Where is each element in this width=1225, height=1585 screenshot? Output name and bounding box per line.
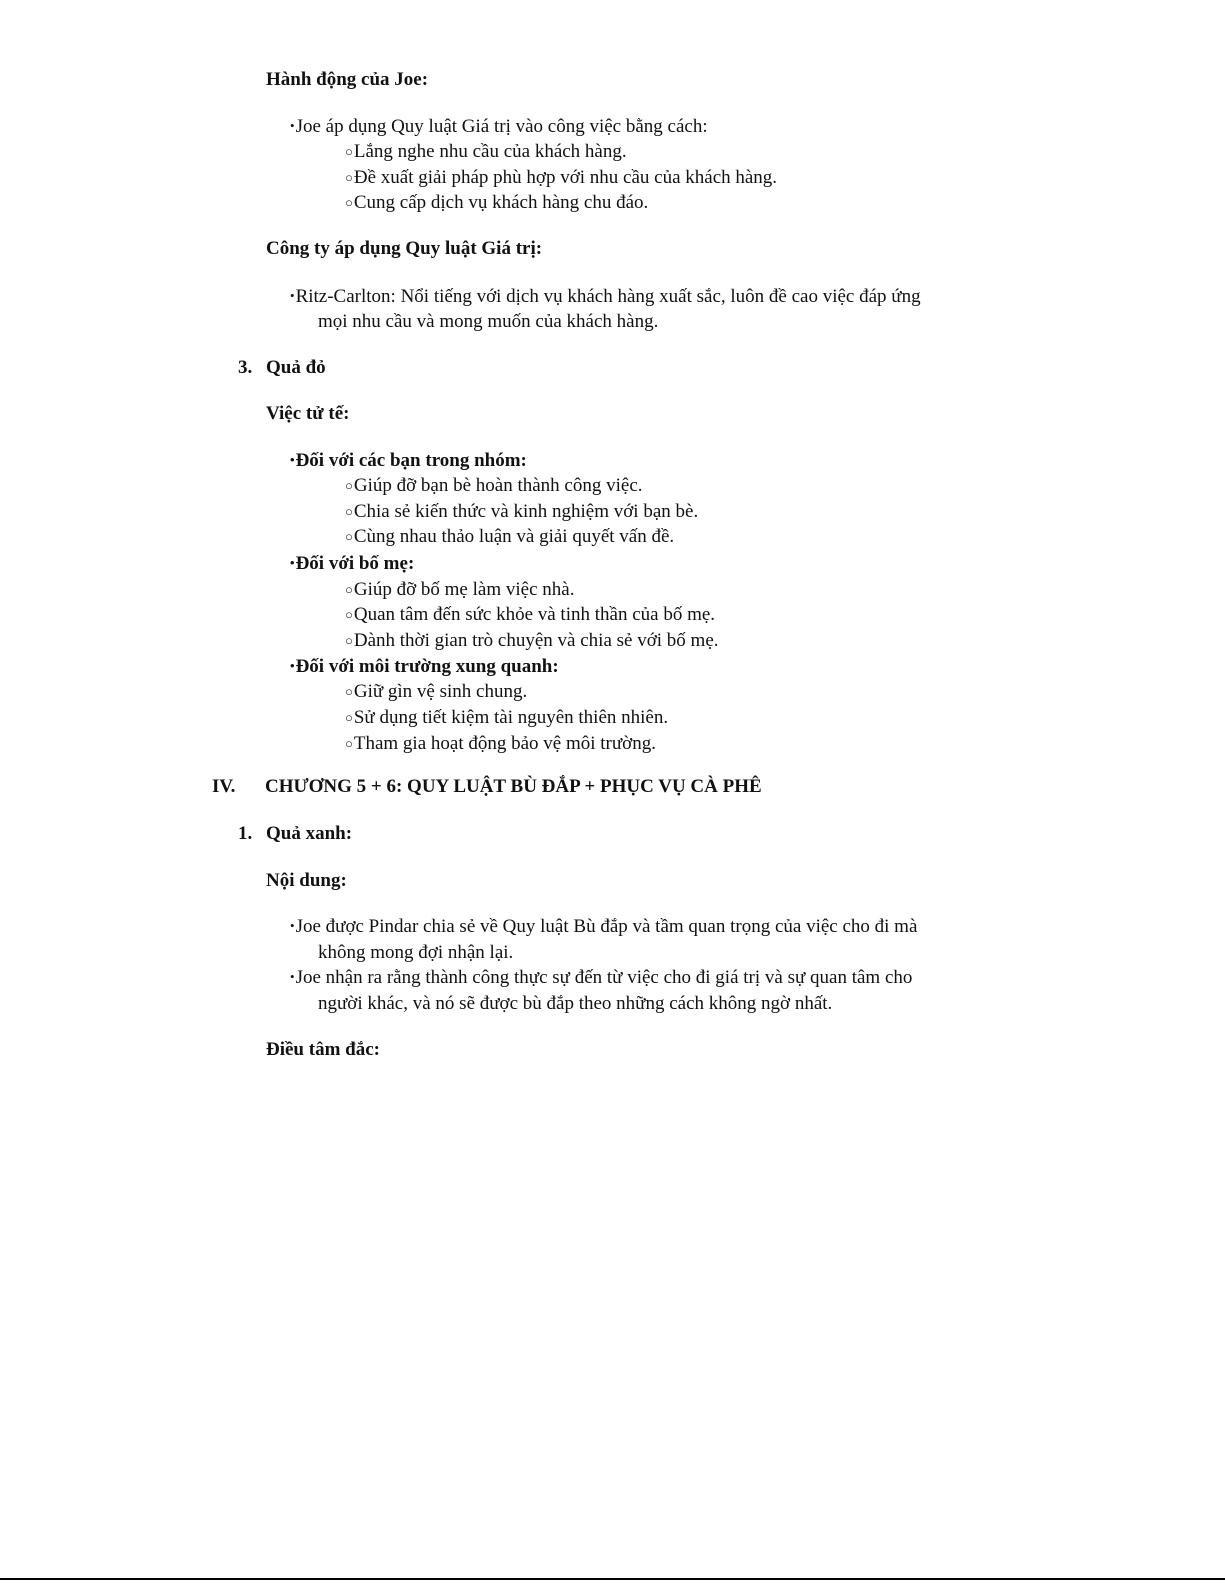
circle-bullet-icon: ○	[345, 478, 353, 493]
bullet-icon: •	[290, 555, 295, 570]
sub-item: ○Giữ gìn vệ sinh chung.	[345, 681, 528, 702]
bottom-rule	[0, 1578, 1225, 1580]
sub-item: ○Cung cấp dịch vụ khách hàng chu đáo.	[345, 192, 649, 213]
bullet-continuation: không mong đợi nhận lại.	[318, 942, 514, 963]
heading-joe-actions: Hành động của Joe:	[266, 69, 429, 90]
sub-item: ○Dành thời gian trò chuyện và chia sẻ với bố mẹ.	[345, 630, 719, 651]
section-title: Quả đỏ	[266, 357, 326, 378]
circle-bullet-icon: ○	[345, 684, 353, 699]
sub-item: ○Cùng nhau thảo luận và giải quyết vấn đề.	[345, 526, 675, 547]
heading-kind-deeds: Việc tử tế:	[266, 403, 350, 424]
circle-bullet-icon: ○	[345, 504, 353, 519]
group-title: •Đối với các bạn trong nhóm:	[290, 450, 527, 471]
circle-bullet-icon: ○	[345, 633, 353, 648]
circle-bullet-icon: ○	[345, 195, 353, 210]
group-title: •Đối với bố mẹ:	[290, 553, 415, 574]
bullet-icon: •	[290, 118, 295, 133]
bullet-item: •Joe nhận ra rằng thành công thực sự đến từ việc cho đi giá trị và sự quan tâm cho	[290, 967, 913, 988]
circle-bullet-icon: ○	[345, 582, 353, 597]
sub-item: ○Lắng nghe nhu cầu của khách hàng.	[345, 141, 627, 162]
bullet-icon: •	[290, 452, 295, 467]
circle-bullet-icon: ○	[345, 607, 353, 622]
heading-takeaway: Điều tâm đắc:	[266, 1039, 380, 1060]
section-number: 3.	[238, 357, 253, 378]
circle-bullet-icon: ○	[345, 736, 353, 751]
bullet-continuation: mọi nhu cầu và mong muốn của khách hàng.	[318, 311, 659, 332]
bullet-icon: •	[290, 288, 295, 303]
bullet-continuation: người khác, và nó sẽ được bù đắp theo những cách không ngờ nhất.	[318, 993, 833, 1014]
sub-item: ○Đề xuất giải pháp phù hợp với nhu cầu của khách hàng.	[345, 167, 778, 188]
section-title: Quả xanh:	[266, 823, 353, 844]
bullet-icon: •	[290, 969, 295, 984]
sub-item: ○Chia sẻ kiến thức và kinh nghiệm với bạn bè.	[345, 501, 699, 522]
circle-bullet-icon: ○	[345, 529, 353, 544]
bullet-item: •Joe được Pindar chia sẻ về Quy luật Bù đắp và tầm quan trọng của việc cho đi mà	[290, 916, 918, 937]
section-number: 1.	[238, 823, 253, 844]
circle-bullet-icon: ○	[345, 710, 353, 725]
chapter-title: CHƯƠNG 5 + 6: QUY LUẬT BÙ ĐẮP + PHỤC VỤ CÀ PHÊ	[265, 776, 762, 797]
heading-content: Nội dung:	[266, 870, 347, 891]
sub-item: ○Tham gia hoạt động bảo vệ môi trường.	[345, 733, 656, 754]
circle-bullet-icon: ○	[345, 144, 353, 159]
heading-company: Công ty áp dụng Quy luật Giá trị:	[266, 238, 543, 259]
sub-item: ○Giúp đỡ bạn bè hoàn thành công việc.	[345, 475, 643, 496]
bullet-icon: •	[290, 658, 295, 673]
sub-item: ○Quan tâm đến sức khỏe và tinh thần của bố mẹ.	[345, 604, 716, 625]
bullet-item: •Ritz-Carlton: Nổi tiếng với dịch vụ khách hàng xuất sắc, luôn đề cao việc đáp ứng	[290, 286, 921, 307]
sub-item: ○Giúp đỡ bố mẹ làm việc nhà.	[345, 579, 575, 600]
sub-item: ○Sử dụng tiết kiệm tài nguyên thiên nhiên.	[345, 707, 669, 728]
circle-bullet-icon: ○	[345, 170, 353, 185]
chapter-number: IV.	[212, 776, 236, 797]
group-title: •Đối với môi trường xung quanh:	[290, 656, 559, 677]
bullet-icon: •	[290, 918, 295, 933]
bullet-item: •Joe áp dụng Quy luật Giá trị vào công việc bằng cách:	[290, 116, 708, 137]
